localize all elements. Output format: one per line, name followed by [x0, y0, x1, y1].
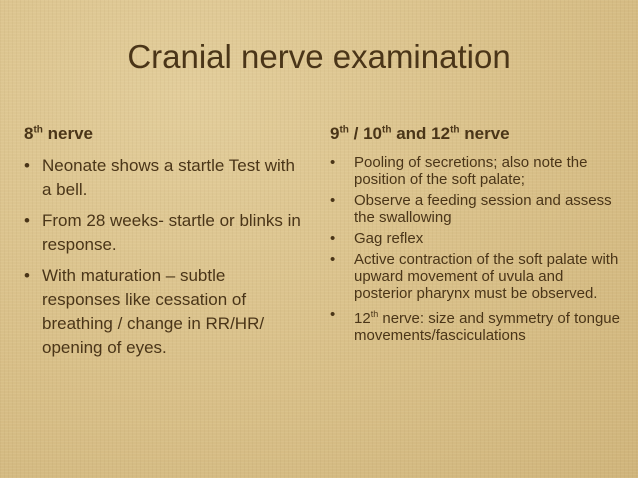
last-bullet-text: nerve: size and symmetry of tongue movements/fasciculations — [354, 310, 620, 344]
last-bullet-number: 12 — [354, 310, 371, 327]
left-heading-number: 8 — [24, 124, 34, 143]
right-bullet-item: • Pooling of secretions; also note the position of the soft palate; — [330, 154, 622, 188]
right-heading-n1: 9 — [330, 124, 340, 143]
right-bullet-item: • Gag reflex — [330, 230, 622, 247]
left-bullet-item: • With maturation – subtle responses like cessation of breathing / change in RR/HR/ opening of eyes. — [24, 264, 306, 360]
left-bullet-item: • From 28 weeks- startle or blinks in response. — [24, 209, 306, 257]
right-heading-sep2: and — [391, 124, 432, 143]
right-heading-s3: th — [450, 124, 460, 136]
right-bullet-item: • Observe a feeding session and assess the swallowing — [330, 192, 622, 226]
right-bullet-item: • Active contraction of the soft palate with upward movement of uvula and posterior pharynx must be observed. — [330, 251, 622, 302]
right-heading-sep1: / — [348, 124, 364, 143]
last-bullet-suffix: th — [370, 309, 379, 319]
right-heading-tail: nerve — [459, 124, 510, 143]
right-bullet-item-last — [330, 306, 622, 344]
left-heading-text: nerve — [42, 124, 94, 143]
right-heading-s2: th — [382, 124, 392, 136]
right-heading-s1: th — [339, 124, 349, 136]
slide-title: Cranial nerve examination — [127, 38, 511, 75]
left-bullet-item: • Neonate shows a startle Test with a bell. — [24, 154, 306, 202]
left-bullet-list — [24, 154, 306, 360]
right-heading-n2: 10 — [363, 124, 383, 143]
left-column — [24, 124, 306, 367]
right-bullet-list — [330, 154, 622, 344]
right-heading-n3: 12 — [431, 124, 451, 143]
left-column-heading — [24, 124, 306, 144]
left-heading-suffix: th — [33, 124, 43, 136]
right-column — [330, 124, 622, 348]
right-column-heading — [330, 124, 622, 144]
